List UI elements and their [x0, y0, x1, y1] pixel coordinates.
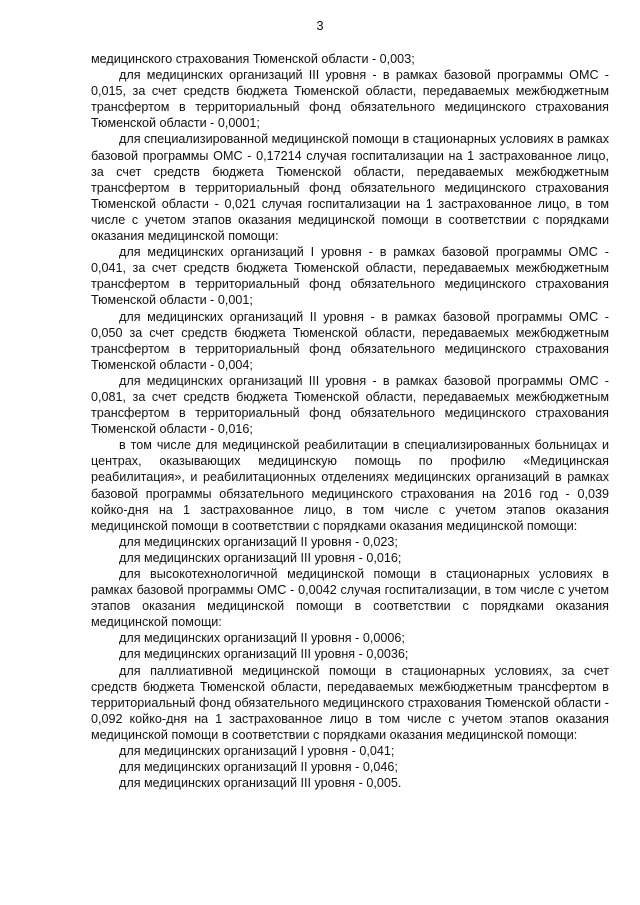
paragraph: для медицинских организаций I уровня - 0,041; [119, 744, 395, 759]
paragraph: для медицинских организаций III уровня - в рамках базовой программы ОМС - 0,015, за счет средств бюджета Тюменской области, передаваемых межбюджетным трансфертом в территориальный фонд обязательного медицинского страхования Тюменской области - 0,0001; [91, 68, 609, 131]
paragraph: для медицинских организаций I уровня - в рамках базовой программы ОМС - 0,041, за счет средств бюджета Тюменской области, передаваемых межбюджетным трансфертом в территориальный фонд обязательного медицинского страхования Тюменской области - 0,001; [91, 245, 609, 308]
paragraph: для медицинских организаций III уровня - в рамках базовой программы ОМС - 0,081, за счет средств бюджета Тюменской области, передаваемых межбюджетным трансфертом в территориальный фонд обязательного медицинского страхования Тюменской области - 0,016; [91, 373, 609, 437]
paragraph: для специализированной медицинской помощи в стационарных условиях в рамках базовой программы ОМС - 0,17214 случая госпитализации на 1 застрахованное лицо, за счет средств бюджета Тюменской области, передаваемых межбюджетным трансфертом в территориальный фонд обязательного медицинского страхования Тюменской области - 0,021 случая госпитализации на 1 застрахованное лицо, в том числе с учетом этапов оказания медицинской помощи в соответствии с порядками оказания медицинской помощи: [91, 132, 609, 244]
paragraph: для медицинских организаций III уровня - 0,005. [119, 776, 402, 791]
paragraph: для медицинских организаций II уровня - 0,046; [119, 760, 398, 775]
paragraph: для паллиативной медицинской помощи в стационарных условиях, за счет средств бюджета Тюменской области, передаваемых межбюджетным трансфертом в территориальный фонд обязательного медицинского страхования Тюменской области - 0,092 койко-дня на 1 застрахованное лицо в том числе с учетом этапов оказания медицинской помощи в соответствии с порядками оказания медицинской помощи: [91, 663, 609, 742]
paragraph: для медицинских организаций III уровня - 0,0036; [119, 647, 409, 662]
paragraph: для медицинских организаций III уровня - 0,016; [119, 550, 402, 565]
paragraph: медицинского страхования Тюменской области - 0,003; [91, 52, 415, 66]
document-body [91, 51, 609, 791]
page-number: 3 [316, 18, 324, 33]
paragraph: для медицинских организаций II уровня - в рамках базовой программы ОМС - 0,050 за счет средств бюджета Тюменской области, передаваемых межбюджетным трансфертом в территориальный фонд обязательного медицинского страхования Тюменской области - 0,004; [91, 309, 609, 372]
paragraph: для высокотехнологичной медицинской помощи в стационарных условиях в рамках базовой программы ОМС - 0,0042 случая госпитализации, в том числе с учетом этапов оказания медицинской помощи в соответствии с порядками оказания медицинской помощи: [91, 567, 609, 630]
paragraph: для медицинских организаций II уровня - 0,023; [119, 534, 398, 549]
paragraph: в том числе для медицинской реабилитации в специализированных больницах и центрах, оказывающих медицинскую помощь по профилю «Медицинская реабилитация», и реабилитационных отделениях медицинских организаций в рамках базовой программы обязательного медицинского страхования на 2016 год - 0,039 койко-дня на 1 застрахованное лицо, в том числе с учетом этапов оказания медицинской помощи в соответствии с порядками оказания медицинской помощи: [91, 438, 609, 533]
paragraph: для медицинских организаций II уровня - 0,0006; [119, 631, 405, 646]
